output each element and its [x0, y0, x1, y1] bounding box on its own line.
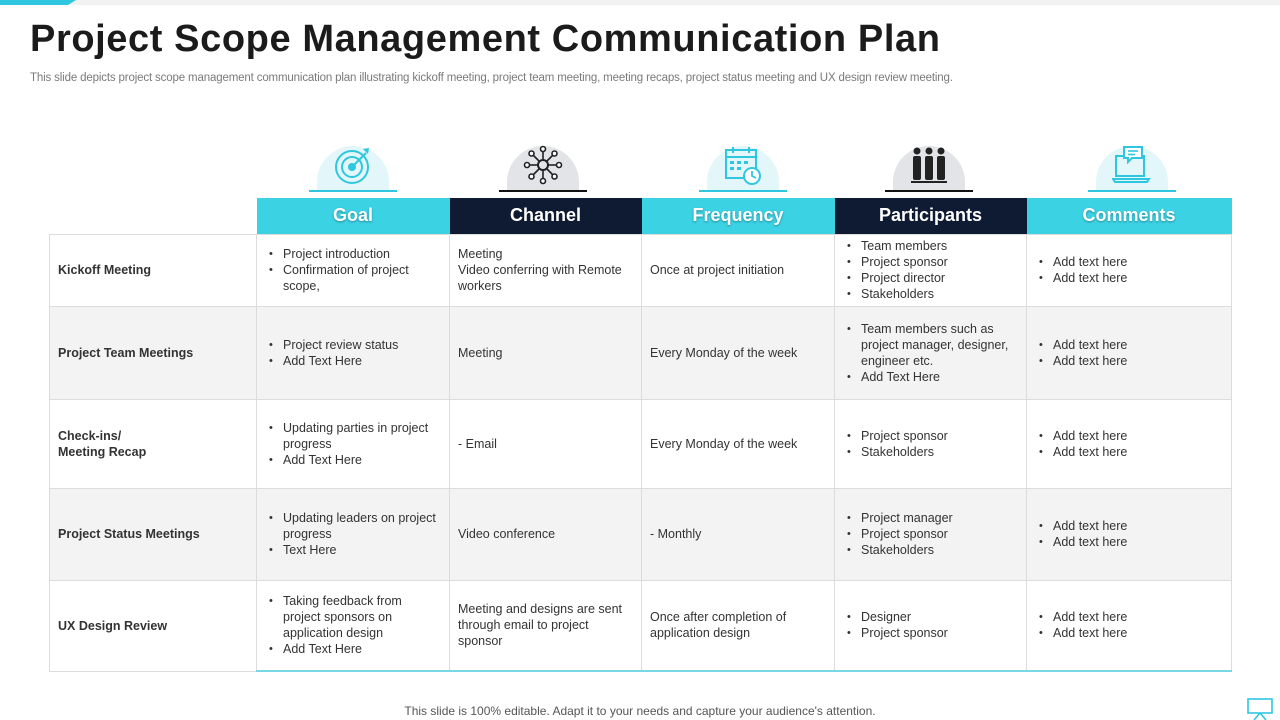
list-item: • Add Text Here — [843, 369, 1018, 385]
participants-cell — [835, 234, 1027, 306]
list-item: • Taking feedback from project sponsors on application design — [265, 593, 441, 641]
goal-cell — [257, 234, 450, 306]
frequency-cell: Once at project initiation — [642, 234, 835, 306]
presentation-board-icon — [1246, 696, 1274, 720]
goal-cell — [257, 488, 450, 580]
comments-cell — [1027, 399, 1232, 488]
network-hub-icon — [523, 144, 563, 186]
participants-icon — [909, 144, 949, 186]
channel-icon-block — [483, 140, 603, 192]
channel-cell — [450, 234, 642, 306]
header-blank — [50, 198, 257, 234]
channel-cell — [450, 399, 642, 488]
list-item: • Stakeholders — [843, 286, 1018, 302]
participants-cell — [835, 306, 1027, 399]
channel-line: Meeting — [458, 247, 503, 261]
frequency-cell: - Monthly — [642, 488, 835, 580]
channel-line: Video conferring with Remote workers — [458, 263, 622, 293]
channel-line: - Email — [458, 436, 497, 451]
comments-icon-block — [1072, 140, 1192, 192]
channel-line: Video conference — [458, 527, 556, 541]
list-item: • Add text here — [1035, 254, 1223, 270]
row-label — [50, 399, 257, 488]
list-item: • Add Text Here — [265, 353, 441, 369]
frequency-cell: Every Monday of the week — [642, 306, 835, 399]
list-item: • Project introduction — [265, 246, 441, 262]
top-strip — [0, 0, 1280, 5]
target-icon — [333, 144, 373, 186]
list-item: • Project sponsor — [843, 428, 1018, 444]
list-item: • Project sponsor — [843, 526, 1018, 542]
list-item: • Add text here — [1035, 353, 1223, 369]
header-goal: Goal — [257, 198, 450, 234]
frequency-icon-block — [683, 140, 803, 192]
list-item: • Designer — [843, 609, 1018, 625]
goal-icon-block — [293, 140, 413, 192]
list-item: • Add text here — [1035, 518, 1223, 534]
comments-cell — [1027, 234, 1232, 306]
goal-cell — [257, 580, 450, 671]
channel-cell — [450, 306, 642, 399]
list-item: • Add Text Here — [265, 641, 441, 657]
list-item: • Project director — [843, 270, 1018, 286]
chat-laptop-icon — [1112, 144, 1152, 186]
table-header-row — [50, 198, 1232, 234]
channel-cell — [450, 580, 642, 671]
comments-cell — [1027, 306, 1232, 399]
row-label: Project Team Meetings — [50, 306, 257, 399]
slide-subtitle: This slide depicts project scope management communication plan illustrating kickoff meeting, project team meeting, meeting recaps, project status meeting and UX design review meeting. — [30, 72, 953, 84]
table-row — [50, 488, 1232, 580]
frequency-cell: Every Monday of the week — [642, 399, 835, 488]
goal-cell — [257, 306, 450, 399]
table-row — [50, 234, 1232, 306]
list-item: • Updating leaders on project progress — [265, 510, 441, 542]
list-item: • Add text here — [1035, 534, 1223, 550]
list-item: • Add text here — [1035, 270, 1223, 286]
header-channel: Channel — [450, 198, 642, 234]
list-item: • Add text here — [1035, 625, 1223, 641]
list-item: • Confirmation of project scope, — [265, 262, 441, 294]
list-item: • Project review status — [265, 337, 441, 353]
list-item: • Add text here — [1035, 444, 1223, 460]
list-item: • Stakeholders — [843, 444, 1018, 460]
frequency-cell: Once after completion of application design — [642, 580, 835, 671]
row-label: Kickoff Meeting — [50, 234, 257, 306]
list-item: • Add text here — [1035, 337, 1223, 353]
top-accent-bar — [0, 0, 68, 5]
comments-cell — [1027, 580, 1232, 671]
participants-cell — [835, 580, 1027, 671]
slide-footer: This slide is 100% editable. Adapt it to your needs and capture your audience's attention. — [404, 704, 876, 718]
header-comments: Comments — [1027, 198, 1232, 234]
list-item: • Team members — [843, 238, 1018, 254]
list-item: • Text Here — [265, 542, 441, 558]
goal-cell — [257, 399, 450, 488]
row-label: UX Design Review — [50, 580, 257, 671]
list-item: • Add text here — [1035, 428, 1223, 444]
participants-cell — [835, 399, 1027, 488]
list-item: • Project manager — [843, 510, 1018, 526]
channel-line: Meeting and designs are sent through email to project sponsor — [458, 602, 622, 649]
communication-plan-table — [49, 198, 1232, 672]
list-item: • Team members such as project manager, designer, engineer etc. — [843, 321, 1018, 369]
table-row — [50, 580, 1232, 671]
comments-cell — [1027, 488, 1232, 580]
channel-cell — [450, 488, 642, 580]
table-row — [50, 306, 1232, 399]
slide-title: Project Scope Management Communication Plan — [30, 18, 941, 60]
list-item: • Add text here — [1035, 609, 1223, 625]
participants-icon-block — [869, 140, 989, 192]
list-item: • Add Text Here — [265, 452, 441, 468]
row-label: Project Status Meetings — [50, 488, 257, 580]
row-label-line: Meeting Recap — [58, 444, 147, 459]
channel-line: Meeting — [458, 345, 503, 360]
list-item: • Project sponsor — [843, 254, 1018, 270]
participants-cell — [835, 488, 1027, 580]
table-row — [50, 399, 1232, 488]
calendar-clock-icon — [723, 144, 763, 186]
list-item: • Stakeholders — [843, 542, 1018, 558]
row-label-line: Check-ins/ — [58, 428, 122, 443]
list-item: • Project sponsor — [843, 625, 1018, 641]
header-frequency: Frequency — [642, 198, 835, 234]
list-item: • Updating parties in project progress — [265, 420, 441, 452]
header-participants: Participants — [835, 198, 1027, 234]
